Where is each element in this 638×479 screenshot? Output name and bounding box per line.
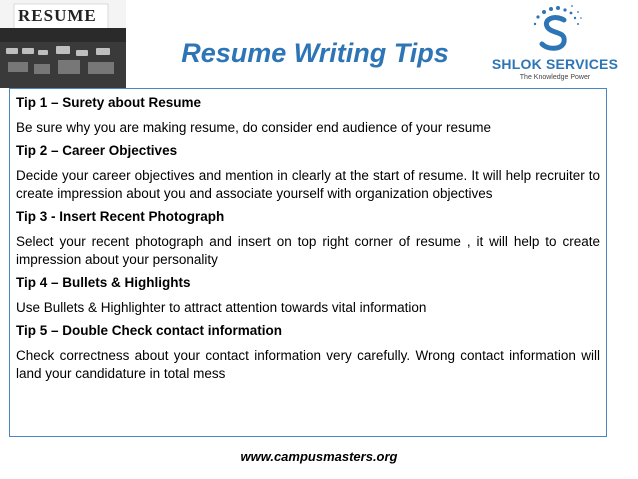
tip-1 [16,94,600,142]
tip-2 [16,142,600,208]
tip-title: Tip 5 – Double Check contact information [16,323,283,338]
page-title: Resume Writing Tips [181,38,449,68]
shlok-services-logo [484,4,634,88]
footer-url[interactable]: www.campusmasters.org [240,449,398,464]
tip-5 [16,322,600,388]
resume-typewriter-photo [0,0,126,88]
tip-title: Tip 1 – Surety about Resume [16,95,202,110]
tips-box [9,88,607,437]
tip-title: Tip 4 – Bullets & Highlights [16,275,191,290]
tip-body: Select your recent photograph and insert on top right corner of resume , it will help to create impression about your personality [16,234,600,267]
tip-body: Decide your career objectives and mention in clearly at the start of resume. It will help recruiter to create impression about you and associate yourself with organization objectives [16,168,600,201]
logo-name: SHLOK SERVICES [491,56,619,72]
tip-body: Use Bullets & Highlighter to attract attention towards vital information [16,300,427,315]
tip-title: Tip 3 - Insert Recent Photograph [16,209,225,224]
tip-title: Tip 2 – Career Objectives [16,143,178,158]
photo-caption: RESUME [18,6,97,25]
tip-3 [16,208,600,274]
logo-tagline: The Knowledge Power [519,74,591,81]
shlok-s-swirl-icon [526,4,586,56]
tip-4 [16,274,600,322]
tip-body: Be sure why you are making resume, do consider end audience of your resume [16,120,492,135]
tip-body: Check correctness about your contact information very carefully. Wrong contact information will land your candidature in total mess [16,348,600,381]
